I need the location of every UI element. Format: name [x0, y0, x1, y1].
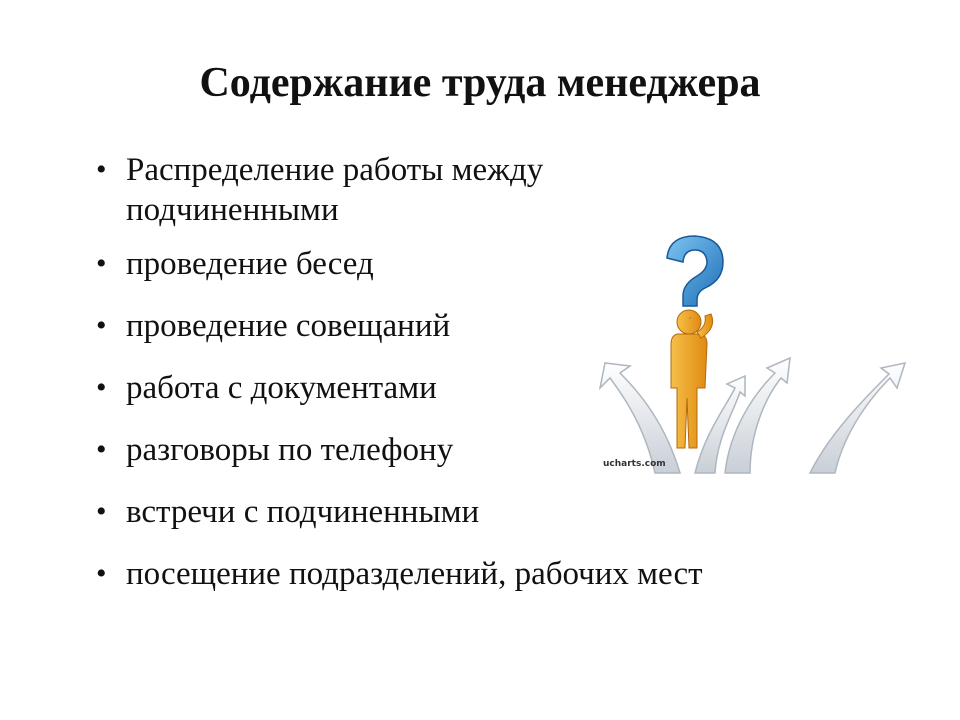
bullet-item: • посещение подразделений, рабочих мест: [96, 556, 703, 592]
question-person-crossroads-icon: [585, 228, 920, 476]
bullet-dot: •: [96, 153, 107, 186]
bullet-dot: •: [96, 309, 107, 342]
bullet-item: • проведение бесед: [96, 246, 374, 282]
question-mark: [667, 236, 723, 318]
watermark-text: ucharts.com: [603, 459, 666, 469]
crossroads-arrows: [600, 358, 905, 473]
bullet-item: • Распределение работы между подчиненными: [96, 152, 544, 228]
bullet-dot: •: [96, 371, 107, 404]
bullet-item: • проведение совещаний: [96, 308, 451, 344]
bullet-item: • работа с документами: [96, 370, 437, 406]
bullet-dot: •: [96, 247, 107, 280]
person-figure: [671, 310, 713, 448]
bullet-item: • встречи с подчиненными: [96, 494, 480, 530]
bullet-dot: •: [96, 495, 107, 528]
bullet-item: • разговоры по телефону: [96, 432, 454, 468]
bullet-dot: •: [96, 557, 107, 590]
slide-title: Содержание труда менеджера: [199, 60, 761, 106]
bullet-dot: •: [96, 433, 107, 466]
